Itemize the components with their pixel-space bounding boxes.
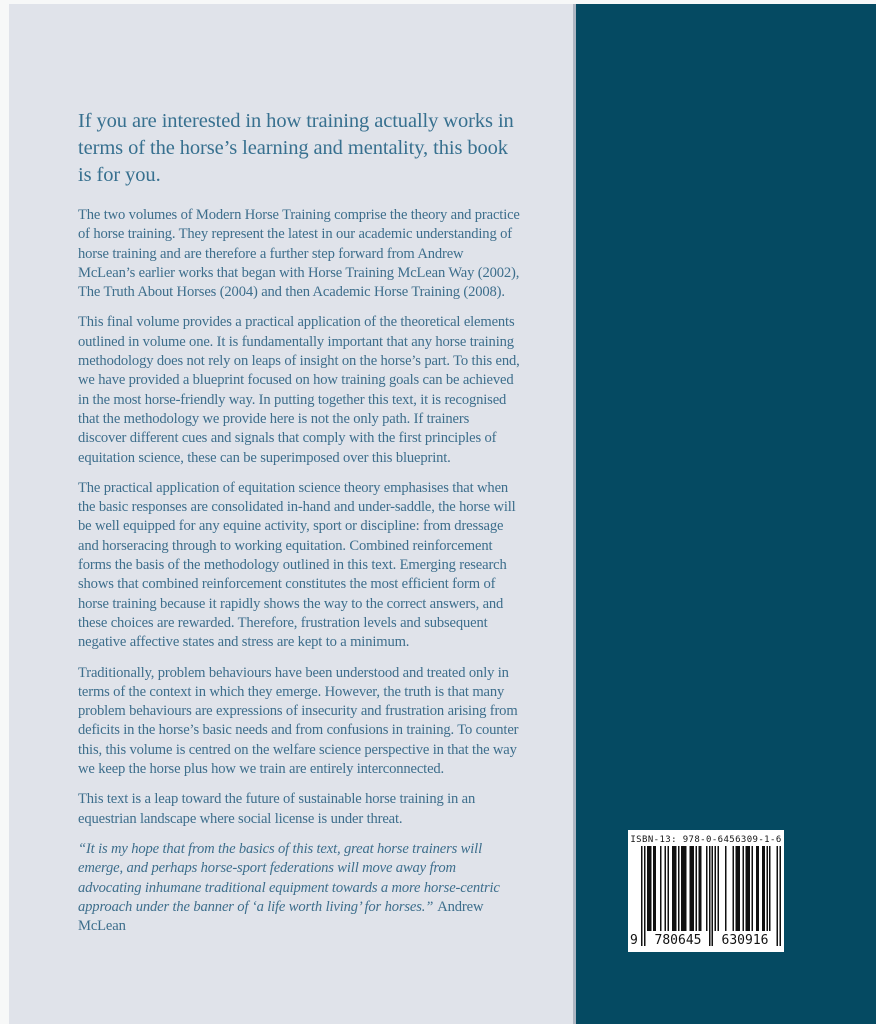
cover-text-panel [9, 4, 573, 1024]
cover-quote [78, 840, 520, 936]
barcode-box [628, 830, 784, 952]
cover-body [78, 206, 520, 936]
barcode-bars [641, 846, 781, 946]
barcode-bars-wrap [641, 846, 781, 946]
cover-headline: If you are interested in how training actually works in terms of the horse’s learning and mentality, this book is for you. [78, 110, 514, 186]
text-column [78, 108, 520, 947]
book-back-cover [9, 4, 876, 1024]
spine-band [573, 4, 876, 1024]
quote-text: “It is my hope that from the basics of this text, great horse trainers will emerge, and perhaps horse-sport federations will move away from advocating inhumane traditional equipment towards a more horse-centric approach under the banner of ‘a life worth living’ for horses.” [78, 840, 500, 915]
barcode-number-prefix: 9 [630, 933, 638, 948]
cover-paragraph-5: This text is a leap toward the future of sustainable horse training in an equestrian landscape where social license is under threat. [78, 791, 476, 827]
cover-paragraph-1: The two volumes of Modern Horse Training comprise the theory and practice of horse training. They represent the latest in our academic understanding of horse training and are therefore a further step forward from Andrew McLean’s earlier works that began with Horse Training McLean Way (2002), The Truth About Horses (2004) and then Academic Horse Training (2008). [78, 207, 520, 301]
barcode-number-group2: 630916 [717, 933, 773, 948]
cover-paragraph-2: This final volume provides a practical application of the theoretical elements outlined in volume one. It is fundamentally important that any horse training methodology does not rely on leaps of insight on the horse’s part. To this end, we have provided a blueprint focused on how training goals can be achieved in the most horse-friendly way. In putting together this text, it is recognised that the methodology we provide here is not the only path. If trainers discover different cues and signals that comply with the first principles of equitation science, these can be superimposed over this blueprint. [78, 314, 520, 466]
isbn-label: ISBN-13: 978-0-6456309-1-6 [630, 835, 782, 845]
cover-paragraph-3: The practical application of equitation science theory emphasises that when the basic responses are consolidated in-hand and under-saddle, the horse will be well equipped for any equine activity, sport or discipline: from dressage and horseracing through to working equitation. Combined reinforcement forms the basis of the methodology outlined in this text. Emerging research shows that combined reinforcement constitutes the most efficient form of horse training because it rapidly shows the way to the correct answers, and these choices are rewarded. Therefore, frustration levels and subsequent negative affective states and stress are kept to a minimum. [78, 479, 516, 651]
cover-paragraph-4: Traditionally, problem behaviours have been understood and treated only in terms of the context in which they emerge. However, the truth is that many problem behaviours are expressions of insecurity and frustration arising from deficits in the horse’s basic needs and from confusions in training. To counter this, this volume is centred on the welfare science perspective in that the way we keep the horse plus how we train are entirely interconnected. [78, 664, 519, 778]
quote-attribution: Andrew McLean [78, 898, 484, 935]
barcode-number-group1: 780645 [650, 933, 706, 948]
